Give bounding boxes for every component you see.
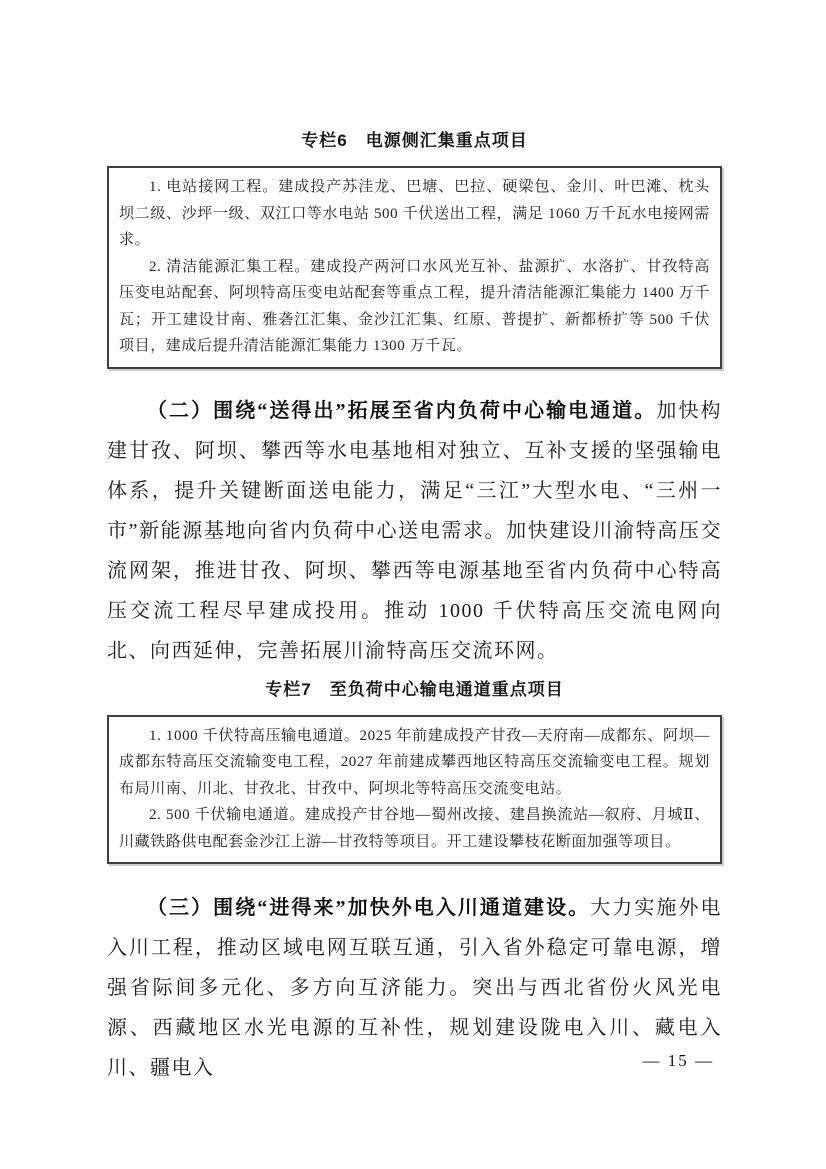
panel6-item-2: 2. 清洁能源汇集工程。建成投产两河口水风光互补、盐源扩、水洛扩、甘孜特高压变电站配套、阿坝特高压变电站配套等重点工程，提升清洁能源汇集能力 1400 万千瓦；开工建设甘南、雅砻江汇集、金沙江汇集、红原、普提扩、新都桥扩等 500 千伏项目，建成后提升清洁能源汇集能力 1300 万千瓦。 — [119, 258, 710, 354]
section-paragraph-2-lead: （二）围绕“送得出”拓展至省内负荷中心输电通道。 — [147, 399, 657, 422]
panel7-title: 专栏7 至负荷中心输电通道重点项目 — [265, 679, 564, 699]
section-paragraph-2 — [107, 391, 722, 671]
section-paragraph-3-body: 大力实施外电入川工程，推动区域电网互联互通，引入省外稳定可靠电源，增强省际间多元化、多方向互济能力。突出与西北省份火风光电源、西藏地区水光电源的互补性，规划建设陇电入川、藏电入川、疆电入 — [107, 897, 723, 1079]
panel7-item-1: 1. 1000 千伏特高压输电通道。2025 年前建成投产甘孜—天府南—成都东、阿坝—成都东特高压交流输变电工程，2027 年前建成攀西地区特高压交流输变电工程。规划布局川南、川北、甘孜北、甘孜中、阿坝北等特高压交流变电站。 — [119, 727, 710, 797]
panel6-box — [107, 166, 722, 369]
panel6-item-1: 1. 电站接网工程。建成投产苏洼龙、巴塘、巴拉、硬梁包、金川、叶巴滩、枕头坝二级、沙坪一级、双江口等水电站 500 千伏送出工程，满足 1060 万千瓦水电接网需求。 — [119, 179, 710, 248]
section-paragraph-3 — [107, 888, 722, 1088]
panel7-box — [107, 715, 722, 865]
section-paragraph-2-body: 加快构建甘孜、阿坝、攀西等水电基地相对独立、互补支援的坚强输电体系，提升关键断面送电能力，满足“三江”大型水电、“三州一市”新能源基地向省内负荷中心送电需求。加快建设川渝特高压交流网架，推进甘孜、阿坝、攀西等电源基地至省内负荷中心特高压交流工程尽早建成投用。推动 1000 千伏特高压交流电网向北、向西延伸，完善拓展川渝特高压交流环网。 — [107, 399, 723, 662]
page-number: — 15 — — [642, 1051, 714, 1070]
section-paragraph-3-lead: （三）围绕“进得来”加快外电入川通道建设。 — [147, 897, 591, 919]
panel6-title: 专栏6 电源侧汇集重点项目 — [301, 131, 528, 150]
panel7-item-2: 2. 500 千伏输电通道。建成投产甘谷地—蜀州改接、建昌换流站—叙府、月城Ⅱ、川藏铁路供电配套金沙江上游—甘孜特等项目。开工建设攀枝花断面加强等项目。 — [119, 807, 710, 850]
